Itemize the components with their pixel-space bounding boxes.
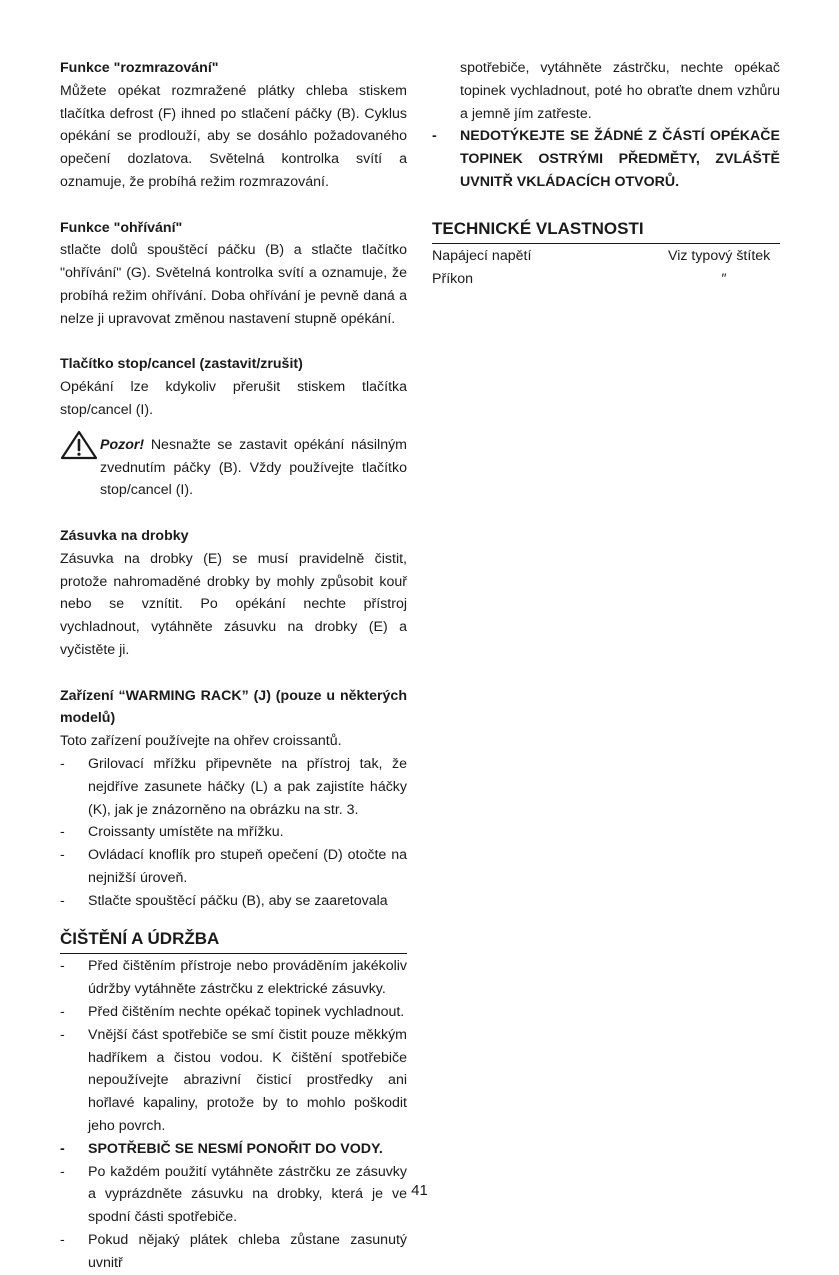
list-item: - Po každém použití vytáhněte zástrčku ze zásuvky a vyprázdněte zásuvku na drobky, která je ve spodní části spotřebiče.	[60, 1161, 407, 1229]
warning-note	[60, 434, 407, 502]
cleaning-list	[60, 955, 407, 1274]
warming-rack-heading: Zařízení “WARMING RACK” (J) (pouze u některých modelů)	[60, 687, 407, 727]
left-column	[60, 57, 407, 1275]
defrost-heading: Funkce "rozmrazování"	[60, 60, 219, 76]
warning-label: Pozor!	[100, 436, 145, 453]
list-item: - SPOTŘEBIČ SE NESMÍ PONOŘIT DO VODY.	[60, 1138, 407, 1161]
technical-heading: TECHNICKÉ VLASTNOSTI	[432, 216, 780, 244]
stop-text: Opékání lze kdykoliv přerušit stiskem tlačítka stop/cancel (I).	[60, 379, 407, 418]
table-cell-value: Viz typový štítek	[668, 247, 771, 264]
warming-text: stlačte dolů spouštěcí páčku (B) a stlačte tlačítko "ohřívání" (G). Světelná kontrolka svítí a oznamuje, že probíhá režim ohřívání. Doba ohřívání je pevně daná a nelze ji upravovat změnou nastavení stupně opékání.	[60, 242, 407, 327]
table-row	[432, 245, 780, 268]
defrost-section	[60, 57, 407, 194]
warming-section	[60, 217, 407, 331]
cleaning-list-continued	[432, 57, 780, 194]
list-item: - Croissanty umístěte na mřížku.	[60, 821, 407, 844]
list-item: - Před čištěním přístroje nebo prováděním jakékoliv údržby vytáhněte zástrčku z elektrické zásuvky.	[60, 955, 407, 1001]
list-item: - Vnější část spotřebiče se smí čistit pouze měkkým hadříkem a čistou vodou. K čištění spotřebiče nepoužívejte abrazivní čisticí prostředky ani hořlavé kapaliny, protože by to mohlo poškodit jeho povrch.	[60, 1024, 407, 1138]
warning-triangle-icon	[60, 430, 98, 460]
list-item: - NEDOTÝKEJTE SE ŽÁDNÉ Z ČÁSTÍ OPÉKAČE TOPINEK OSTRÝMI PŘEDMĚTY, ZVLÁŠTĚ UVNITŘ VKLÁDACÍCH OTVORŮ.	[432, 125, 780, 193]
stop-section	[60, 353, 407, 421]
page-number: 41	[411, 1182, 428, 1199]
warning-text: Nesnažte se zastavit opékání násilným zvednutím páčky (B). Vždy používejte tlačítko stop/cancel (I).	[100, 436, 407, 499]
crumb-tray-heading: Zásuvka na drobky	[60, 527, 189, 544]
technical-section	[432, 216, 780, 291]
warming-heading: Funkce "ohřívání"	[60, 219, 183, 236]
warming-rack-section	[60, 685, 407, 913]
list-item-continuation	[432, 57, 780, 125]
cleaning-heading: ČIŠTĚNÍ A ÚDRŽBA	[60, 926, 407, 954]
list-item: - Stlačte spouštěcí páčku (B), aby se zaaretovala	[60, 890, 407, 913]
defrost-text: Můžete opékat rozmražené plátky chleba stiskem tlačítka defrost (F) ihned po stlačení páčky (B). Cyklus opékání se prodlouží, aby se dosáhlo požadovaného opečení dozlatova. Světelná kontrolka svítí a oznamuje, že probíhá režim rozmrazování.	[60, 82, 407, 190]
table-row	[432, 268, 780, 291]
list-item: - Ovládací knoflík pro stupeň opečení (D) otočte na nejnižší úroveň.	[60, 844, 407, 890]
continuation-text: spotřebiče, vytáhněte zástrčku, nechte opékač topinek vychladnout, poté ho obraťte dnem vzhůru a jemně jím zatřeste.	[460, 60, 780, 122]
table-cell-value: ″	[721, 270, 727, 287]
crumb-tray-text: Zásuvka na drobky (E) se musí pravidelně čistit, protože nahromaděné drobky by mohly způsobit kouř nebo se vznítit. Po opékání nechte přístroj vychladnout, vytáhněte zásuvku na drobky (E) a vyčistěte ji.	[60, 550, 407, 658]
cleaning-section	[60, 926, 407, 1274]
technical-table	[432, 245, 780, 291]
crumb-tray-section	[60, 525, 407, 662]
warming-rack-list	[60, 753, 407, 913]
stop-heading: Tlačítko stop/cancel (zastavit/zrušit)	[60, 356, 303, 373]
right-column	[432, 57, 780, 290]
list-item: - Pokud nějaký plátek chleba zůstane zasunutý uvnitř	[60, 1229, 407, 1275]
warming-rack-intro: Toto zařízení používejte na ohřev croissantů.	[60, 733, 342, 750]
table-cell-label: Příkon	[432, 270, 474, 287]
list-item: - Grilovací mřížku připevněte na přístroj tak, že nejdříve zasunete háčky (L) a pak zajistíte háčky (K), jak je znázorněno na obrázku na str. 3.	[60, 753, 407, 821]
list-item: - Před čištěním nechte opékač topinek vychladnout.	[60, 1001, 407, 1024]
table-cell-label: Napájecí napětí	[432, 247, 532, 264]
